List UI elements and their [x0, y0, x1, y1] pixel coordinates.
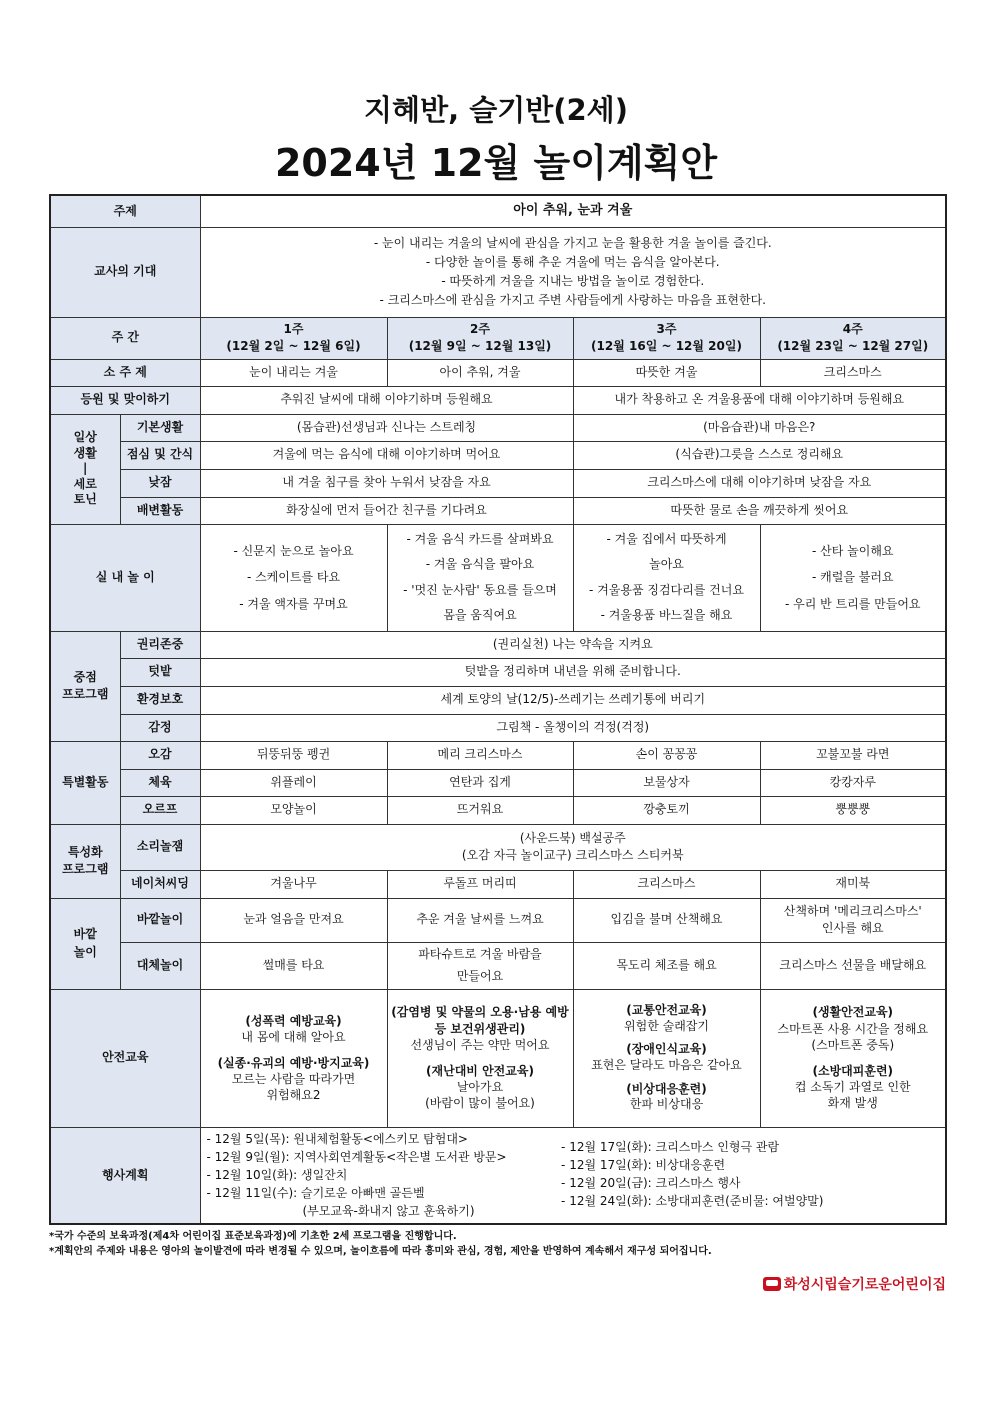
- safety-label: 안전교육: [50, 989, 200, 1127]
- expectation-label: 교사의 기대: [50, 227, 200, 317]
- sound-play-value: (사운드북) 백설공주 (오감 자극 놀이교구) 크리스마스 스티커북: [200, 824, 946, 870]
- subtopic-w3: 따뜻한 겨울: [573, 359, 760, 386]
- special-cell: 보물상자: [573, 769, 760, 796]
- indoor-w4: - 산타 놀이해요 - 캐럴을 불러요 - 우리 반 트리를 만들어요: [760, 524, 946, 631]
- special-cell: 메리 크리스마스: [387, 741, 573, 769]
- subtopic-w2: 아이 추워, 겨울: [387, 359, 573, 386]
- special-cell: 뒤뚱뒤뚱 펭귄: [200, 741, 387, 769]
- events-right: [561, 1130, 939, 1220]
- outdoor-cell: 눈과 얼음을 만져요: [200, 898, 387, 942]
- focus-rights-label: 권리존중: [120, 631, 200, 658]
- expectation-item: - 다양한 놀이를 통해 추운 겨울에 먹는 음식을 알아본다.: [425, 254, 720, 269]
- document-title: 2024년 12월 놀이계획안: [274, 141, 718, 185]
- daily-basic-second: (마음습관)내 마음은?: [573, 414, 946, 441]
- indoor-w1: - 신문지 눈으로 놀아요 - 스케이트를 타요 - 겨울 액자를 꾸며요: [200, 524, 387, 631]
- daily-lunch-second: (식습관)그릇을 스스로 정리해요: [573, 441, 946, 469]
- daily-toilet-first: 화장실에 먼저 들어간 친구를 기다려요: [200, 497, 573, 524]
- event-item: - 12월 20일(금): 크리스마스 행사: [561, 1176, 741, 1191]
- focus-rights-value: (권리실천) 나는 약속을 지켜요: [200, 631, 946, 658]
- event-item: - 12월 17일(화): 비상대응훈련: [561, 1158, 726, 1173]
- daily-nap-label: 낮잠: [120, 469, 200, 497]
- special-cell: 캉캉자루: [760, 769, 946, 796]
- special-cell: 깡충토끼: [573, 796, 760, 824]
- expectation-item: - 눈이 내리는 겨울의 날씨에 관심을 가지고 눈을 활용한 겨울 놀이를 즐긴다.: [373, 235, 772, 250]
- characteristic-group-label: 특성화 프로그램: [50, 824, 120, 898]
- sound-play-label: 소리놀잼: [120, 824, 200, 870]
- special-cell: 뜨거워요: [387, 796, 573, 824]
- events-cell: [200, 1127, 946, 1224]
- nature-cell: 루돌프 머리띠: [387, 870, 573, 898]
- daycare-name: 화성시립슬기로운어린이집: [783, 1277, 946, 1293]
- special-cell: 모양놀이: [200, 796, 387, 824]
- nature-cell: 겨울나무: [200, 870, 387, 898]
- event-item: - 12월 11일(수): 슬기로운 아빠맨 골든벨: [206, 1186, 425, 1201]
- week-3-header: 3주 (12월 16일 ~ 12월 20일): [573, 317, 760, 359]
- daily-toilet-label: 배변활동: [120, 497, 200, 524]
- daily-nap-second: 크리스마스에 대해 이야기하며 낮잠을 자요: [573, 469, 946, 497]
- event-item: - 12월 5일(목): 원내체험활동<에스키모 탐험대>: [206, 1132, 468, 1147]
- special-senses-label: 오감: [120, 741, 200, 769]
- footnote: *계획안의 주제와 내용은 영아의 놀이발견에 따라 변경될 수 있으며, 놀이흐름에 따라 흥미와 관심, 경험, 제안을 반영하여 계속해서 재구성 되어집니다.: [49, 1246, 712, 1257]
- subtopic-w1: 눈이 내리는 겨울: [200, 359, 387, 386]
- outdoor-cell: 추운 겨울 날씨를 느껴요: [387, 898, 573, 942]
- daily-toilet-second: 따뜻한 물로 손을 깨끗하게 씻어요: [573, 497, 946, 524]
- play-plan-table: [49, 194, 947, 1225]
- event-item: - 12월 17일(화): 크리스마스 인형극 관람: [561, 1140, 780, 1155]
- daycare-logo-icon: [763, 1277, 781, 1291]
- alt-cell: 썰매를 타요: [200, 942, 387, 989]
- outdoor-cell: 입김을 불며 산책해요: [573, 898, 760, 942]
- arrival-first-half: 추워진 날씨에 대해 이야기하며 등원해요: [200, 386, 573, 414]
- outdoor-cell: 산책하며 '메리크리스마스' 인사를 해요: [760, 898, 946, 942]
- daily-nap-first: 내 겨울 침구를 찾아 누워서 낮잠을 자요: [200, 469, 573, 497]
- alt-play-label: 대체놀이: [120, 942, 200, 989]
- daily-lunch-label: 점심 및 간식: [120, 441, 200, 469]
- safety-w3: (교통안전교육) 위험한 술래잡기 (장애인식교육) 표현은 달라도 마음은 같아요 (비상대응훈련) 한파 비상대응: [573, 989, 760, 1127]
- week-1-header: 1주 (12월 2일 ~ 12월 6일): [200, 317, 387, 359]
- event-item: - 12월 24일(화): 소방대피훈련(준비물: 여벌양말): [561, 1194, 824, 1209]
- weeks-label: 주 간: [50, 317, 200, 359]
- expectation-list: [200, 227, 946, 317]
- alt-cell: 크리스마스 선물을 배달해요: [760, 942, 946, 989]
- focus-env-value: 세계 토양의 날(12/5)-쓰레기는 쓰레기통에 버리기: [200, 686, 946, 714]
- event-item-note: (부모교육-화내지 않고 훈육하기): [302, 1204, 475, 1219]
- focus-env-label: 환경보호: [120, 686, 200, 714]
- week-4-header: 4주 (12월 23일 ~ 12월 27일): [760, 317, 946, 359]
- events-label: 행사계획: [50, 1127, 200, 1224]
- outdoor-group-label: 바깥 놀이: [50, 898, 120, 989]
- alt-cell: 파타슈트로 겨울 바람을 만들어요: [387, 942, 573, 989]
- focus-garden-label: 텃밭: [120, 658, 200, 686]
- outdoor-play-label: 바깥놀이: [120, 898, 200, 942]
- special-cell: 손이 꽁꽁꽁: [573, 741, 760, 769]
- special-orff-label: 오르프: [120, 796, 200, 824]
- subtopic-label: 소 주 제: [50, 359, 200, 386]
- nature-cell: 크리스마스: [573, 870, 760, 898]
- special-cell: 뿡뿡뿡: [760, 796, 946, 824]
- indoor-label: 실 내 놀 이: [50, 524, 200, 631]
- document-subtitle: 지혜반, 슬기반(2세): [364, 93, 628, 127]
- safety-w4: (생활안전교육) 스마트폰 사용 시간을 정해요 (스마트폰 중독) (소방대피훈련) 컵 소독기 과열로 인한 화재 발생: [760, 989, 946, 1127]
- nature-cell: 재미북: [760, 870, 946, 898]
- alt-cell: 목도리 체조를 해요: [573, 942, 760, 989]
- safety-w2: (감염병 및 약물의 오용·남용 예방 등 보건위생관리) 선생님이 주는 약만 먹어요 (재난대비 안전교육) 날아가요 (바람이 많이 불어요): [387, 989, 573, 1127]
- focus-garden-value: 텃밭을 정리하며 내년을 위해 준비합니다.: [200, 658, 946, 686]
- special-group-label: 특별활동: [50, 741, 120, 824]
- focus-emotion-label: 감정: [120, 714, 200, 741]
- daily-basic-label: 기본생활: [120, 414, 200, 441]
- events-left: [207, 1130, 507, 1220]
- nature-seeding-label: 네이처씨딩: [120, 870, 200, 898]
- special-cell: 꼬불꼬불 라면: [760, 741, 946, 769]
- special-cell: 연탄과 집게: [387, 769, 573, 796]
- focus-group-label: 중점 프로그램: [50, 631, 120, 741]
- subtopic-w4: 크리스마스: [760, 359, 946, 386]
- event-item: - 12월 9일(월): 지역사회연계활동<작은별 도서관 방문>: [206, 1150, 507, 1165]
- indoor-w3: - 겨울 집에서 따뜻하게 놀아요 - 겨울용품 징검다리를 건너요 - 겨울용품 바느질을 해요: [573, 524, 760, 631]
- daily-basic-first: (몸습관)선생님과 신나는 스트레칭: [200, 414, 573, 441]
- theme-label: 주제: [50, 195, 200, 227]
- indoor-w2: - 겨울 음식 카드를 살펴봐요 - 겨울 음식을 팔아요 - '멋진 눈사람' 동요를 들으며 몸을 움직여요: [387, 524, 573, 631]
- theme-value: 아이 추워, 눈과 겨울: [200, 195, 946, 227]
- week-2-header: 2주 (12월 9일 ~ 12월 13일): [387, 317, 573, 359]
- footnotes: [49, 1229, 949, 1259]
- safety-w1: (성폭력 예방교육) 내 몸에 대해 알아요 (실종·유괴의 예방·방지교육) 모르는 사람을 따라가면 위험해요2: [200, 989, 387, 1127]
- event-item: - 12월 10일(화): 생일잔치: [206, 1168, 348, 1183]
- arrival-second-half: 내가 착용하고 온 겨울용품에 대해 이야기하며 등원해요: [573, 386, 946, 414]
- footnote: *국가 수준의 보육과정(제4차 어린이집 표준보육과정)에 기초한 2세 프로그램을 진행합니다.: [49, 1231, 457, 1242]
- special-pe-label: 체육: [120, 769, 200, 796]
- daily-lunch-first: 겨울에 먹는 음식에 대해 이야기하며 먹어요: [200, 441, 573, 469]
- special-cell: 위플레이: [200, 769, 387, 796]
- expectation-item: - 크리스마스에 관심을 가지고 주변 사람들에게 사랑하는 마음을 표현한다.: [379, 293, 766, 308]
- expectation-item: - 따뜻하게 겨울을 지내는 방법을 놀이로 경험한다.: [441, 274, 705, 288]
- daycare-logo: [763, 1274, 946, 1294]
- focus-emotion-value: 그림책 - 올챙이의 걱정(걱정): [200, 714, 946, 741]
- daily-group-label: 일상 생활 | 세로 토닌: [50, 414, 120, 524]
- arrival-label: 등원 및 맞이하기: [50, 386, 200, 414]
